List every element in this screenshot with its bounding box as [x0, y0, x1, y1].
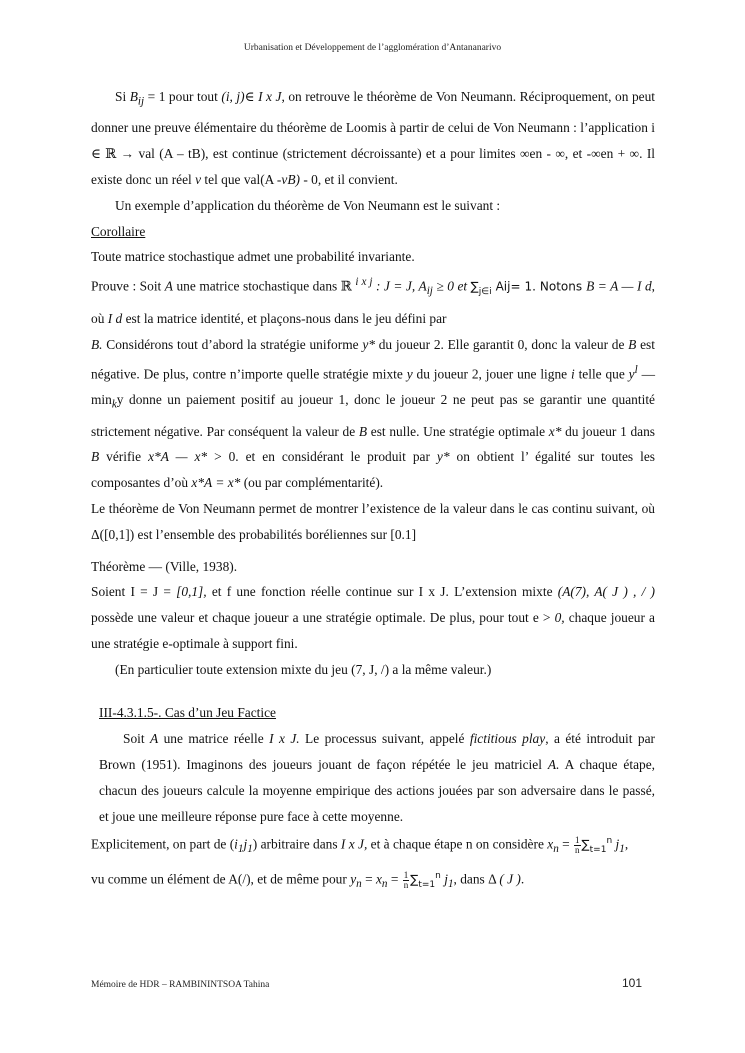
paragraph-prouve: Prouve : Soit A une matrice stochastique dans ℝ $^{i x j}$ : J = J, $A_{ij} \ge 0$ et $\sum_{j\in i}$ Aij= 1. Notons B = A — I d, où I d est la matrice identité, et plaçons-nous dans le jeu défini par — [91, 276, 655, 327]
corollaire-heading: Corollaire — [91, 223, 146, 239]
fraction: $\frac{1}{n}$ — [403, 870, 409, 891]
paragraph-en-particulier: (En particulier toute extension mixte du jeu (7, J, /) a la même valeur.) — [115, 661, 492, 677]
paragraph-explicitement: Explicitement, on part de $(i_1j_1)$ arbitraire dans I x J, et à chaque étape n on considère $x_n$ = $\frac{1}{n}$ $\sum_{t=1}^n$ $j_1$, — [91, 835, 629, 856]
theoreme-heading: Théorème — (Ville, 1938). — [91, 558, 238, 574]
corollaire-statement: Toute matrice stochastique admet une probabilité invariante. — [91, 249, 415, 265]
paragraph-strategie: B. Considérons tout d’abord la stratégie uniforme y* du joueur 2. Elle garantit 0, donc la valeur de B est négative. De plus, contre n’importe quelle stratégie mixte y du joueur 2, jouer une ligne i telle que $y^l$ — $\min_ky$ donne un paiement positif au joueur 1, donc le joueur 2 ne peut pas se garantir une quantité strictement négative. Par conséquent la valeur de B est nulle. Une stratégie optimale x* du joueur 1 dans B vérifie x*A — x* > 0. et en considérant le produit par y* on obtient l’ égalité sur toutes les composantes d’où x*A = x* (ou par complémentarité). — [91, 336, 655, 491]
paragraph-fictitious-play: Soit A une matrice réelle I x J. Le processus suivant, appelé fictitious play, a été introduit par Brown (1951). Imaginons des joueurs jouant de façon répétée le jeu matriciel A. A chaque étape, chacun des joueurs calcule la moyenne empirique des actions jouées par son adversaire dans le passé, et joue une meilleure réponse pure face à cette moyenne. — [99, 731, 655, 824]
paragraph-continu: Le théorème de Von Neumann permet de montrer l’existence de la valeur dans le cas continu suivant, où Δ([0,1]) est l’ensemble des probabilités boréliennes sur [0.1] — [91, 500, 655, 542]
fraction: $\frac{1}{n}$ — [575, 835, 580, 856]
paragraph-example-intro: Un exemple d’application du théorème de Von Neumann est le suivant : — [115, 197, 501, 213]
section-title: III-4.3.1.5-. Cas d’un Jeu Factice — [99, 705, 277, 721]
footer-author: Mémoire de HDR – RAMBININTSOA Tahina — [91, 980, 270, 990]
page-body — [91, 84, 655, 899]
page-number: 101 — [622, 976, 643, 990]
paragraph-vu-comme: vu comme un élément de A(/), et de même pour $y_n = x_n$ = $\frac{1}{n}$ $\sum_{t=1}^n$ $j_1$, dans Δ ( J ). — [91, 870, 525, 891]
paragraph-loomis: Si $B_{ij} = 1$ pour tout (i, j)∈ I x J, on retrouve le théorème de Von Neumann. Réciproquement, on peut donner une preuve élémentaire du théorème de Loomis à partir de celui de Von Neumann : l’application i ∈ ℝ → val (A – tB), est continue (strictement décroissante) et a pour limites ∞en - ∞, et -∞en + ∞. Il existe donc un réel v tel que val(A -vB) - 0, et il convient. — [91, 89, 656, 188]
section-jeu-factice — [91, 700, 655, 829]
running-header: Urbanisation et Développement de l’agglomération d’Antananarivo — [243, 43, 502, 53]
paragraph-soient: Soient I = J = [0,1], et f une fonction réelle continue sur I x J. L’extension mixte (A(7), A( J ) , / ) possède une valeur et chaque joueur a une stratégie optimale. De plus, pour tout e > 0, chaque joueur a une stratégie e-optimale à support fini. — [91, 584, 655, 651]
